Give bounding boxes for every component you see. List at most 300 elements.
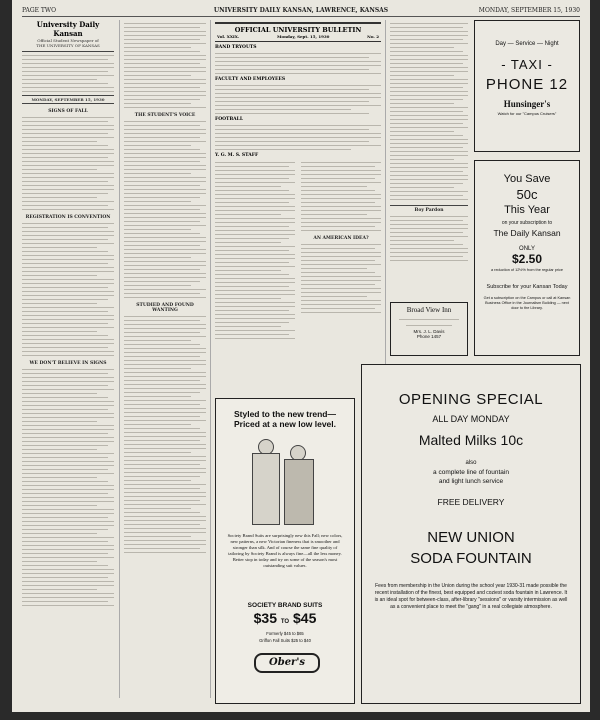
text-line bbox=[22, 117, 114, 118]
text-line bbox=[124, 27, 200, 28]
text-line bbox=[301, 300, 381, 301]
opening-special: OPENING SPECIAL bbox=[398, 391, 544, 408]
text-line bbox=[22, 493, 108, 494]
text-line bbox=[124, 436, 206, 437]
text-line bbox=[124, 508, 191, 509]
text-line bbox=[124, 51, 200, 52]
text-line bbox=[124, 121, 206, 122]
text-line bbox=[22, 509, 114, 510]
text-line bbox=[301, 206, 381, 207]
malted-milks: Malted Milks 10c bbox=[418, 432, 524, 448]
text-line bbox=[390, 151, 468, 152]
text-line bbox=[22, 481, 108, 482]
text-line bbox=[215, 166, 289, 167]
text-line bbox=[22, 189, 114, 190]
text-line bbox=[390, 63, 463, 64]
text-line bbox=[390, 87, 463, 88]
text-line bbox=[124, 356, 200, 357]
text-line bbox=[301, 186, 367, 187]
text-line bbox=[22, 251, 108, 252]
text-line bbox=[22, 287, 108, 288]
text-line bbox=[124, 332, 200, 333]
text-line bbox=[124, 47, 191, 48]
text-line bbox=[22, 67, 114, 68]
text-line bbox=[390, 159, 454, 160]
text-line bbox=[22, 441, 114, 442]
text-line bbox=[215, 282, 295, 283]
text-line bbox=[215, 334, 289, 335]
subscription-price: $2.50 bbox=[511, 252, 543, 266]
text-line bbox=[124, 145, 191, 146]
bulletin-text bbox=[215, 125, 381, 150]
text-line bbox=[215, 97, 381, 98]
text-line bbox=[390, 260, 468, 261]
text-line bbox=[22, 553, 108, 554]
text-line bbox=[124, 103, 191, 104]
text-line bbox=[301, 296, 367, 297]
also-label: also bbox=[465, 460, 477, 466]
fountain-footer: Fees from membership in the Union during the school year 1930-31 made possible the recent installation of the finest, best equipped and coziest soda fountain in Lawrence. It is an ideal spot for between-class, after-library "sessions" or varsity intermission as well as a convenient place to meet the "gang" in a real collegiate atmosphere. bbox=[374, 583, 568, 610]
text-line bbox=[22, 573, 114, 574]
text-line bbox=[124, 197, 200, 198]
bulletin-item-head: FOOTBALL bbox=[215, 117, 244, 122]
text-line bbox=[390, 135, 463, 136]
free-delivery: FREE DELIVERY bbox=[437, 497, 505, 507]
text-line bbox=[22, 235, 114, 236]
text-line bbox=[215, 145, 381, 146]
text-line bbox=[215, 137, 381, 138]
text-line bbox=[124, 201, 191, 202]
text-line bbox=[124, 328, 206, 329]
text-line bbox=[215, 222, 295, 223]
text-line bbox=[22, 373, 108, 374]
all-day-monday: ALL DAY MONDAY bbox=[432, 414, 510, 424]
text-line bbox=[124, 297, 206, 298]
text-line bbox=[22, 561, 97, 562]
running-header bbox=[22, 6, 580, 17]
text-line bbox=[22, 181, 108, 182]
text-line bbox=[215, 202, 289, 203]
text-line bbox=[124, 496, 206, 497]
this-year: This Year bbox=[504, 204, 550, 216]
text-line bbox=[22, 205, 108, 206]
text-line bbox=[124, 39, 200, 40]
text-line bbox=[124, 35, 206, 36]
text-line bbox=[215, 69, 369, 70]
text-line bbox=[301, 308, 375, 309]
text-line bbox=[124, 336, 206, 337]
text-line bbox=[301, 210, 381, 211]
bulletin-text bbox=[301, 244, 381, 313]
text-line bbox=[22, 149, 114, 150]
text-line bbox=[301, 248, 375, 249]
text-line bbox=[22, 145, 108, 146]
text-line bbox=[22, 71, 108, 72]
text-line bbox=[22, 59, 108, 60]
text-line bbox=[301, 288, 381, 289]
text-line bbox=[124, 348, 206, 349]
text-line bbox=[124, 432, 206, 433]
article-text bbox=[390, 23, 468, 200]
text-line bbox=[22, 299, 108, 300]
editorial-column bbox=[22, 20, 114, 702]
text-line bbox=[22, 585, 114, 586]
article-text bbox=[390, 216, 468, 261]
text-line bbox=[22, 79, 97, 80]
only-label: ONLY bbox=[519, 246, 535, 252]
masthead-title: University Daily Kansan bbox=[36, 20, 100, 38]
text-line bbox=[215, 214, 281, 215]
text-line bbox=[124, 95, 206, 96]
text-line bbox=[22, 259, 114, 260]
new-union: NEW UNION bbox=[427, 529, 515, 546]
text-line bbox=[22, 83, 108, 84]
bulletin-title: OFFICIAL UNIVERSITY BULLETIN bbox=[234, 26, 362, 34]
text-line bbox=[22, 343, 114, 344]
text-line bbox=[390, 35, 468, 36]
bulletin-date: Monday, Sept. 15, 1930 bbox=[277, 34, 330, 39]
text-line bbox=[215, 326, 281, 327]
text-line bbox=[301, 174, 381, 175]
text-line bbox=[390, 187, 454, 188]
suit-illustration bbox=[250, 439, 320, 525]
text-line bbox=[124, 169, 206, 170]
text-line bbox=[124, 257, 191, 258]
text-line bbox=[22, 165, 114, 166]
text-line bbox=[124, 189, 206, 190]
text-line bbox=[301, 264, 381, 265]
text-line bbox=[124, 404, 200, 405]
text-line bbox=[22, 557, 114, 558]
text-line bbox=[22, 125, 114, 126]
subscription-line: on your subscription to bbox=[501, 220, 553, 226]
text-line bbox=[22, 545, 114, 546]
text-line bbox=[390, 67, 468, 68]
text-line bbox=[390, 147, 463, 148]
text-line bbox=[124, 344, 200, 345]
text-line bbox=[301, 170, 381, 171]
text-line bbox=[22, 577, 108, 578]
text-line bbox=[215, 230, 295, 231]
text-line bbox=[390, 75, 454, 76]
text-line bbox=[124, 452, 191, 453]
text-line bbox=[22, 63, 114, 64]
text-line bbox=[390, 123, 463, 124]
text-line bbox=[390, 39, 463, 40]
text-line bbox=[124, 261, 206, 262]
text-line bbox=[390, 220, 463, 221]
text-line bbox=[215, 290, 295, 291]
text-line bbox=[215, 258, 295, 259]
price-to: $45 bbox=[293, 610, 317, 626]
text-line bbox=[124, 424, 191, 425]
soda-fountain: SODA FOUNTAIN bbox=[410, 550, 532, 567]
page-number: PAGE TWO bbox=[22, 7, 56, 14]
text-line bbox=[390, 83, 468, 84]
inn-name: Broad View Inn bbox=[406, 306, 452, 314]
text-line bbox=[22, 501, 114, 502]
masthead-sub1: Official Student Newspaper of bbox=[37, 38, 99, 43]
text-line bbox=[390, 240, 454, 241]
text-line bbox=[301, 272, 375, 273]
dateline: MONDAY, SEPTEMBER 15, 1930 bbox=[22, 95, 114, 104]
text-line bbox=[124, 408, 206, 409]
text-line bbox=[390, 115, 468, 116]
text-line bbox=[301, 222, 381, 223]
text-line bbox=[22, 533, 97, 534]
text-line bbox=[301, 292, 381, 293]
fountain-desc-1: a complete line of fountain bbox=[433, 469, 509, 476]
save-line: You Save bbox=[503, 173, 551, 185]
text-line bbox=[22, 351, 114, 352]
text-line bbox=[390, 199, 468, 200]
text-line bbox=[22, 291, 114, 292]
text-line bbox=[301, 226, 375, 227]
text-line bbox=[215, 294, 295, 295]
text-line bbox=[390, 111, 463, 112]
bulletin-number: No. 2 bbox=[367, 34, 379, 39]
text-line bbox=[124, 460, 206, 461]
text-line bbox=[390, 167, 468, 168]
subscribe-cta: Subscribe for your Kansan Today bbox=[486, 284, 568, 290]
text-line bbox=[22, 529, 108, 530]
editorial-text bbox=[22, 117, 114, 210]
inn-owner: Mrs. J. L. Davis bbox=[413, 329, 445, 334]
text-line bbox=[22, 525, 114, 526]
text-line bbox=[22, 489, 114, 490]
text-line bbox=[22, 485, 114, 486]
text-line bbox=[215, 318, 295, 319]
column-rule bbox=[210, 20, 211, 698]
text-line bbox=[215, 113, 369, 114]
text-line bbox=[390, 256, 463, 257]
text-line bbox=[215, 149, 351, 150]
text-line bbox=[124, 456, 206, 457]
text-line bbox=[301, 280, 381, 281]
text-line bbox=[124, 480, 191, 481]
text-line bbox=[124, 273, 206, 274]
text-line bbox=[215, 109, 351, 110]
text-line bbox=[215, 226, 289, 227]
text-line bbox=[215, 206, 295, 207]
text-line bbox=[22, 263, 108, 264]
price-to-word: TO bbox=[280, 619, 290, 625]
text-line bbox=[22, 275, 97, 276]
masthead bbox=[22, 20, 114, 52]
broad-view-inn-ad bbox=[390, 302, 468, 356]
text-line bbox=[301, 252, 381, 253]
text-line bbox=[22, 279, 114, 280]
right-text-column bbox=[390, 20, 468, 340]
text-line bbox=[124, 285, 191, 286]
text-line bbox=[301, 202, 375, 203]
text-line bbox=[124, 137, 200, 138]
text-line bbox=[301, 260, 375, 261]
text-line bbox=[22, 541, 108, 542]
text-line bbox=[301, 312, 381, 313]
text-line bbox=[124, 524, 200, 525]
soda-fountain-ad bbox=[361, 364, 581, 704]
bulletin-header bbox=[215, 22, 381, 42]
inn-line bbox=[399, 319, 460, 320]
text-line bbox=[124, 209, 200, 210]
text-line bbox=[390, 163, 468, 164]
text-line bbox=[22, 231, 114, 232]
text-line bbox=[22, 133, 108, 134]
text-line bbox=[22, 75, 114, 76]
text-line bbox=[215, 210, 295, 211]
text-line bbox=[390, 131, 454, 132]
text-line bbox=[124, 31, 206, 32]
text-line bbox=[301, 304, 381, 305]
text-line bbox=[22, 55, 114, 56]
text-line bbox=[124, 87, 200, 88]
text-line bbox=[390, 155, 468, 156]
text-line bbox=[215, 125, 381, 126]
text-line bbox=[124, 55, 206, 56]
text-line bbox=[22, 369, 114, 370]
text-line bbox=[124, 237, 206, 238]
text-line bbox=[124, 324, 206, 325]
text-line bbox=[22, 323, 108, 324]
text-line bbox=[390, 216, 468, 217]
text-line bbox=[124, 249, 206, 250]
taxi-ad bbox=[474, 20, 580, 152]
text-line bbox=[124, 43, 206, 44]
text-line bbox=[390, 55, 468, 56]
text-line bbox=[124, 241, 206, 242]
text-line bbox=[22, 549, 114, 550]
text-line bbox=[124, 360, 206, 361]
text-line bbox=[124, 552, 206, 553]
text-line bbox=[22, 385, 108, 386]
text-line bbox=[124, 185, 200, 186]
text-line bbox=[215, 298, 281, 299]
text-line bbox=[22, 303, 97, 304]
taxi-name: - TAXI - bbox=[501, 57, 553, 72]
text-line bbox=[22, 331, 97, 332]
bulletin-right bbox=[301, 159, 381, 342]
text-line bbox=[124, 544, 206, 545]
text-line bbox=[215, 133, 381, 134]
text-line bbox=[124, 217, 206, 218]
text-line bbox=[215, 338, 295, 339]
text-line bbox=[215, 194, 295, 195]
text-line bbox=[390, 175, 468, 176]
text-line bbox=[124, 400, 206, 401]
text-line bbox=[124, 75, 191, 76]
text-line bbox=[390, 127, 468, 128]
text-line bbox=[124, 281, 200, 282]
taxi-tagline: Day — Service — Night bbox=[495, 41, 559, 47]
text-line bbox=[215, 73, 381, 74]
text-line bbox=[124, 464, 200, 465]
text-line bbox=[22, 91, 114, 92]
text-line bbox=[301, 194, 381, 195]
text-line bbox=[390, 119, 468, 120]
text-line bbox=[124, 107, 206, 108]
text-line bbox=[124, 492, 206, 493]
text-line bbox=[124, 149, 200, 150]
text-line bbox=[215, 250, 289, 251]
text-line bbox=[301, 284, 375, 285]
text-line bbox=[124, 416, 200, 417]
text-line bbox=[124, 233, 200, 234]
bulletin-text bbox=[215, 85, 381, 114]
text-line bbox=[215, 302, 295, 303]
text-line bbox=[301, 162, 381, 163]
text-line bbox=[124, 444, 206, 445]
bulletin-item-head: BAND TRYOUTS bbox=[215, 45, 257, 50]
column-rule bbox=[119, 20, 120, 698]
text-line bbox=[215, 262, 289, 263]
text-line bbox=[215, 286, 289, 287]
text-line bbox=[215, 234, 295, 235]
text-line bbox=[215, 53, 381, 54]
text-line bbox=[390, 91, 468, 92]
text-line bbox=[390, 103, 454, 104]
text-line bbox=[124, 540, 206, 541]
text-line bbox=[124, 388, 206, 389]
text-line bbox=[124, 225, 206, 226]
text-line bbox=[124, 512, 200, 513]
text-line bbox=[22, 593, 114, 594]
text-line bbox=[22, 169, 97, 170]
text-line bbox=[124, 536, 191, 537]
text-line bbox=[390, 248, 468, 249]
text-line bbox=[215, 278, 295, 279]
text-line bbox=[124, 99, 200, 100]
text-line bbox=[22, 227, 108, 228]
suit-brand: SOCIETY BRAND SUITS bbox=[247, 602, 323, 609]
text-line bbox=[22, 185, 114, 186]
inn-line bbox=[406, 325, 452, 326]
text-line bbox=[22, 255, 114, 256]
text-line bbox=[301, 276, 381, 277]
text-line bbox=[22, 521, 114, 522]
text-line bbox=[22, 239, 108, 240]
article-head: STUDIED AND FOUND WANTING bbox=[136, 303, 194, 313]
text-line bbox=[22, 457, 108, 458]
text-line bbox=[124, 428, 200, 429]
text-line bbox=[215, 218, 295, 219]
text-line bbox=[22, 597, 114, 598]
text-line bbox=[124, 520, 206, 521]
text-line bbox=[215, 61, 381, 62]
text-line bbox=[390, 95, 468, 96]
text-line bbox=[390, 244, 463, 245]
text-line bbox=[390, 27, 463, 28]
taxi-sub: Watch for our "Campus Cruisers" bbox=[497, 111, 557, 116]
text-line bbox=[22, 413, 114, 414]
text-line bbox=[22, 445, 108, 446]
text-line bbox=[22, 393, 97, 394]
text-line bbox=[124, 488, 200, 489]
obers-logo: Ober's bbox=[254, 653, 320, 673]
text-line bbox=[390, 51, 463, 52]
text-line bbox=[124, 364, 206, 365]
editorial-text bbox=[22, 223, 114, 356]
bulletin-vol: Vol. XXIX. bbox=[217, 34, 240, 39]
text-line bbox=[124, 548, 200, 549]
text-line bbox=[301, 190, 375, 191]
bulletin-text bbox=[215, 53, 381, 74]
text-line bbox=[124, 440, 200, 441]
text-line bbox=[215, 105, 381, 106]
fountain-desc-2: and light lunch service bbox=[438, 478, 504, 485]
text-line bbox=[22, 339, 114, 340]
text-line bbox=[22, 247, 97, 248]
